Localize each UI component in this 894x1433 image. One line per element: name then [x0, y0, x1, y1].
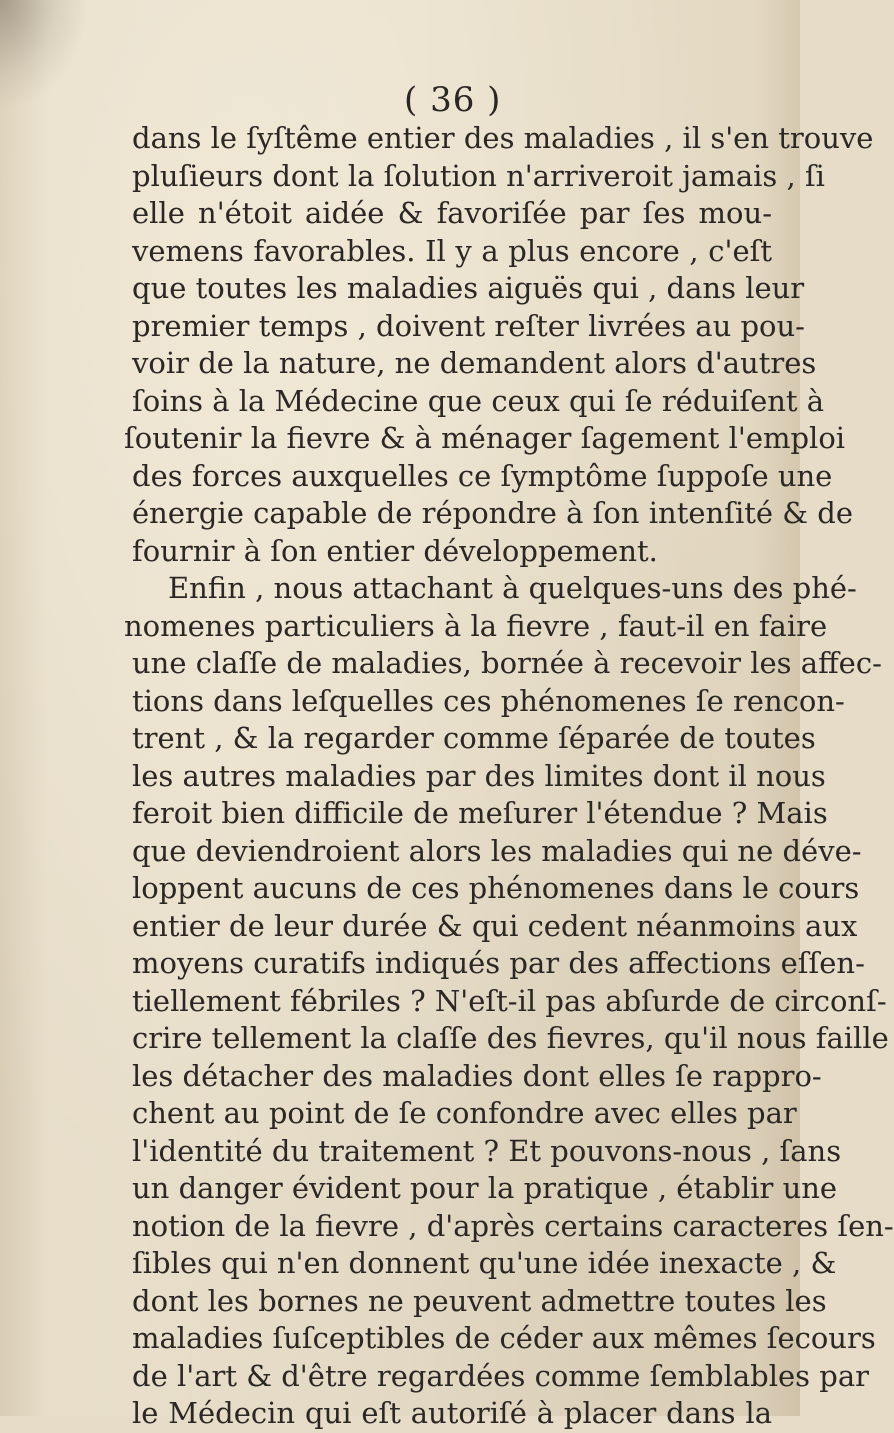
- text-line: ſibles qui n'en donnent qu'une idée inexacte , &: [132, 1246, 837, 1280]
- text-line: des forces auxquelles ce ſymptôme ſuppoſe une: [132, 458, 833, 493]
- text-line: elle n'étoit aidée & favoriſée par ſes mou-: [132, 196, 772, 230]
- text-line: énergie capable de répondre à ſon intenſité & de: [132, 496, 854, 530]
- text-line: entier de leur durée & qui cedent néanmoins aux: [132, 908, 858, 943]
- text-line: vemens favorables. Il y a plus encore , c'eſt: [132, 233, 772, 268]
- text-line: l'identité du traitement ? Et pouvons-nous , ſans: [132, 1133, 842, 1168]
- text-line: un danger évident pour la pratique , établir une: [132, 1171, 838, 1205]
- text-line: notion de la fievre , d'après certains caracteres ſen-: [132, 1208, 894, 1243]
- text-line: tiellement fébriles ? N'eſt-il pas abſurde de circonſ-: [132, 983, 887, 1018]
- paragraph-start-line: Enfin , nous attachant à quelques-uns des phé-: [168, 571, 857, 605]
- body-text: [124, 120, 894, 1433]
- text-line: les autres maladies par des limites dont il nous: [132, 758, 826, 793]
- text-line: de l'art & d'être regardées comme ſemblables par: [132, 1358, 869, 1393]
- text-line: fournir à ſon entier développement.: [132, 533, 658, 568]
- text-line: moyens curatifs indiqués par des affections eſſen-: [132, 946, 865, 980]
- text-line: les détacher des maladies dont elles ſe rappro-: [132, 1058, 822, 1093]
- text-line: tions dans leſquelles ces phénomenes ſe rencon-: [132, 683, 845, 718]
- text-line: pluſieurs dont la ſolution n'arriveroit jamais , ſi: [132, 158, 825, 193]
- text-line: feroit bien difficile de meſurer l'étendue ? Mais: [132, 796, 828, 830]
- text-line: nomenes particuliers à la fievre , faut-il en faire: [124, 608, 828, 643]
- text-line: premier temps , doivent reſter livrées au pou-: [132, 308, 805, 343]
- text-line: voir de la nature, ne demandent alors d'autres: [132, 346, 817, 380]
- text-line: ſoutenir la fievre & à ménager ſagement l'emploi: [124, 421, 846, 455]
- text-line: maladies ſuſceptibles de céder aux mêmes ſecours: [132, 1321, 876, 1355]
- text-line: que toutes les maladies aiguës qui , dans leur: [132, 271, 805, 305]
- page-number: ( 36 ): [404, 80, 502, 120]
- text-line: dans le ſyſtême entier des maladies , il s'en trouve: [132, 121, 874, 155]
- text-line: que deviendroient alors les maladies qui ne déve-: [132, 833, 862, 868]
- text-line: le Médecin qui eſt autoriſé à placer dans la: [132, 1396, 772, 1430]
- text-line: ſoins à la Médecine que ceux qui ſe réduiſent à: [132, 383, 825, 418]
- text-line: dont les bornes ne peuvent admettre toutes les: [132, 1283, 827, 1318]
- text-line: trent , & la regarder comme ſéparée de toutes: [132, 721, 816, 755]
- text-line: crire tellement la claſſe des fievres, qu'il nous faille: [132, 1021, 889, 1055]
- page-corner-shadow: [0, 0, 90, 110]
- text-line: une claſſe de maladies, bornée à recevoir les affec-: [132, 646, 882, 680]
- text-line: chent au point de ſe confondre avec elles par: [132, 1096, 797, 1130]
- text-line: loppent aucuns de ces phénomenes dans le cours: [132, 871, 860, 905]
